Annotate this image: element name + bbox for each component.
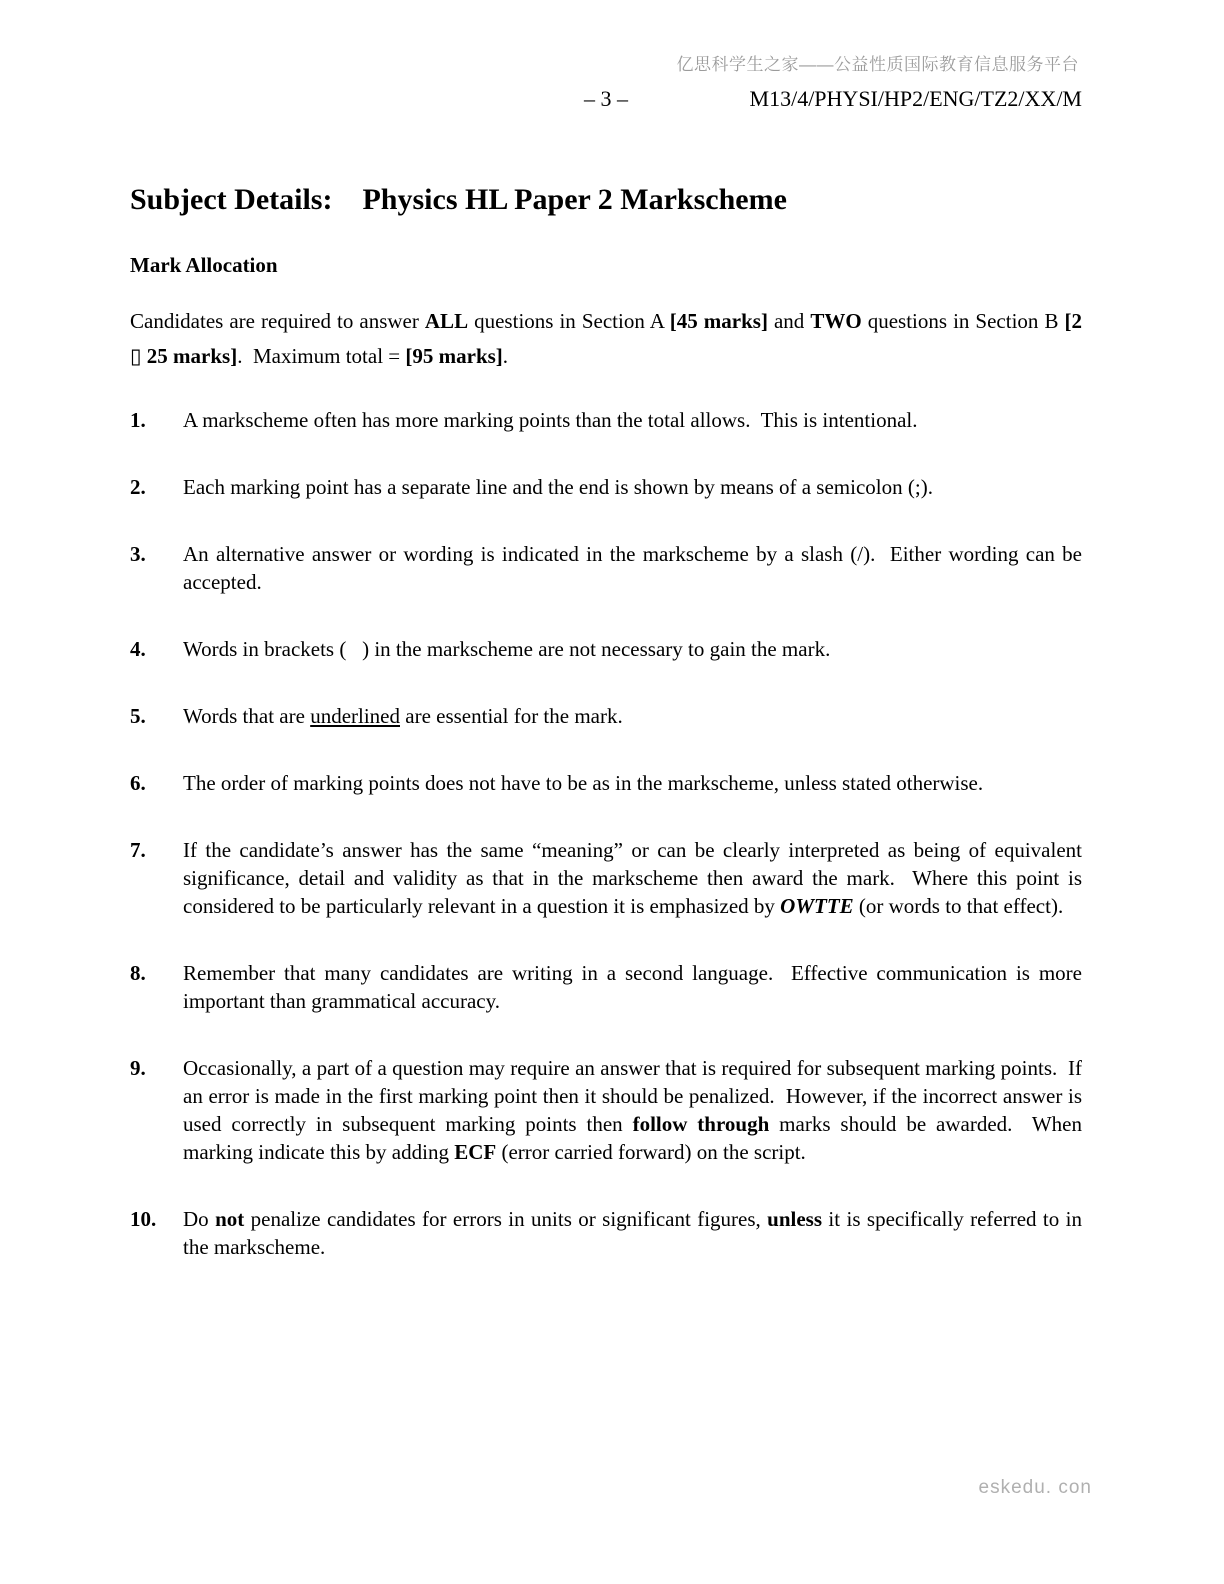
text-segment: [95 marks] xyxy=(405,344,503,368)
list-item xyxy=(130,635,1082,663)
list-item xyxy=(130,473,1082,501)
page-number: – 3 – xyxy=(584,86,628,111)
list-item xyxy=(130,702,1082,730)
text-segment: Candidates are required to answer xyxy=(130,309,425,333)
text-segment: The order of marking points does not have to be as in the markscheme, unless stated otherwise. xyxy=(183,771,984,795)
page-title-text: Physics HL Paper 2 Markscheme xyxy=(362,183,787,216)
item-text xyxy=(183,1205,1082,1261)
text-segment: (or words to that effect). xyxy=(853,894,1064,918)
item-number: 7. xyxy=(130,838,146,862)
intro-paragraph xyxy=(130,304,1082,374)
text-segment: An alternative answer or wording is indicated in the markscheme by a slash (/). Either wording can be accepted. xyxy=(183,542,1082,594)
page-title xyxy=(130,182,1082,218)
text-segment: TWO xyxy=(810,309,862,333)
item-number: 8. xyxy=(130,961,146,985)
list-item xyxy=(130,1054,1082,1166)
item-text xyxy=(183,635,1082,663)
paper-code: M13/4/PHYSI/HP2/ENG/TZ2/XX/M xyxy=(749,86,1082,111)
list-item xyxy=(130,769,1082,797)
list-item xyxy=(130,836,1082,920)
text-segment: are essential for the mark. xyxy=(400,704,623,728)
item-number: 3. xyxy=(130,542,146,566)
item-text xyxy=(183,1054,1082,1166)
text-segment: not xyxy=(215,1207,245,1231)
text-segment: marks should be awarded. When marking indicate this by adding xyxy=(183,1112,1082,1164)
item-text xyxy=(183,473,1082,501)
list-item xyxy=(130,959,1082,1015)
item-number: 10. xyxy=(130,1207,157,1231)
list-item xyxy=(130,406,1082,434)
text-segment: ECF xyxy=(454,1140,497,1164)
text-segment: Remember that many candidates are writing in a second language. Effective communication is more important than grammatical accuracy. xyxy=(183,961,1082,1013)
text-segment: unless xyxy=(767,1207,823,1231)
item-text xyxy=(183,836,1082,920)
text-segment: A markscheme often has more marking points than the total allows. This is intentional. xyxy=(183,408,918,432)
item-number: 5. xyxy=(130,704,146,728)
page-header xyxy=(0,86,1224,116)
item-text xyxy=(183,702,1082,730)
item-number: 6. xyxy=(130,771,146,795)
text-segment: follow through xyxy=(632,1112,770,1136)
text-segment: ALL xyxy=(424,309,469,333)
text-segment: Occasionally, a part of a question may require an answer that is required for subsequent marking points. If an error is made in the first marking point then it should be penalized. However, if the incorrect answer is used correctly in subsequent marking points then xyxy=(183,1056,1082,1136)
item-text xyxy=(183,769,1082,797)
text-segment: questions in Section A xyxy=(468,309,670,333)
item-text xyxy=(183,540,1082,596)
text-segment: Words that are xyxy=(183,704,311,728)
text-segment: [2 ▯ 25 marks] xyxy=(130,309,1082,368)
text-segment: OWTTE xyxy=(780,894,854,918)
text-segment: questions in Section B xyxy=(861,309,1065,333)
document-body xyxy=(130,182,1082,1261)
text-segment: Words in brackets ( ) in the markscheme are not necessary to gain the mark. xyxy=(183,637,831,661)
list-item xyxy=(130,1205,1082,1261)
section-heading: Mark Allocation xyxy=(130,253,278,277)
text-segment: (error carried forward) on the script. xyxy=(496,1140,806,1164)
item-text xyxy=(183,959,1082,1015)
text-segment: underlined xyxy=(310,704,400,728)
text-segment: Each marking point has a separate line and the end is shown by means of a semicolon (;). xyxy=(183,475,933,499)
text-segment: Do xyxy=(183,1207,216,1231)
site-banner-text: 亿思科学生之家——公益性质国际教育信息服务平台 xyxy=(676,55,1079,74)
text-segment: If the candidate’s answer has the same “meaning” or can be clearly interpreted as being of equivalent significance, detail and validity as that in the markscheme then award the mark. Where this point is considered to be particularly relevant in a question it is emphasized by xyxy=(183,838,1082,918)
item-number: 4. xyxy=(130,637,146,661)
item-number: 9. xyxy=(130,1056,146,1080)
list-item xyxy=(130,540,1082,596)
numbered-list xyxy=(130,406,1082,1261)
page-title-label: Subject Details: xyxy=(130,183,333,216)
text-segment: and xyxy=(767,309,811,333)
text-segment: . Maximum total = xyxy=(237,344,406,368)
item-number: 2. xyxy=(130,475,146,499)
item-number: 1. xyxy=(130,408,146,432)
text-segment: [45 marks] xyxy=(669,309,768,333)
text-segment: it is specifically referred to in the markscheme. xyxy=(183,1207,1082,1259)
text-segment: . xyxy=(502,344,509,368)
watermark: eskedu. con xyxy=(978,1477,1092,1498)
text-segment: penalize candidates for errors in units or significant figures, xyxy=(244,1207,768,1231)
item-text xyxy=(183,406,1082,434)
